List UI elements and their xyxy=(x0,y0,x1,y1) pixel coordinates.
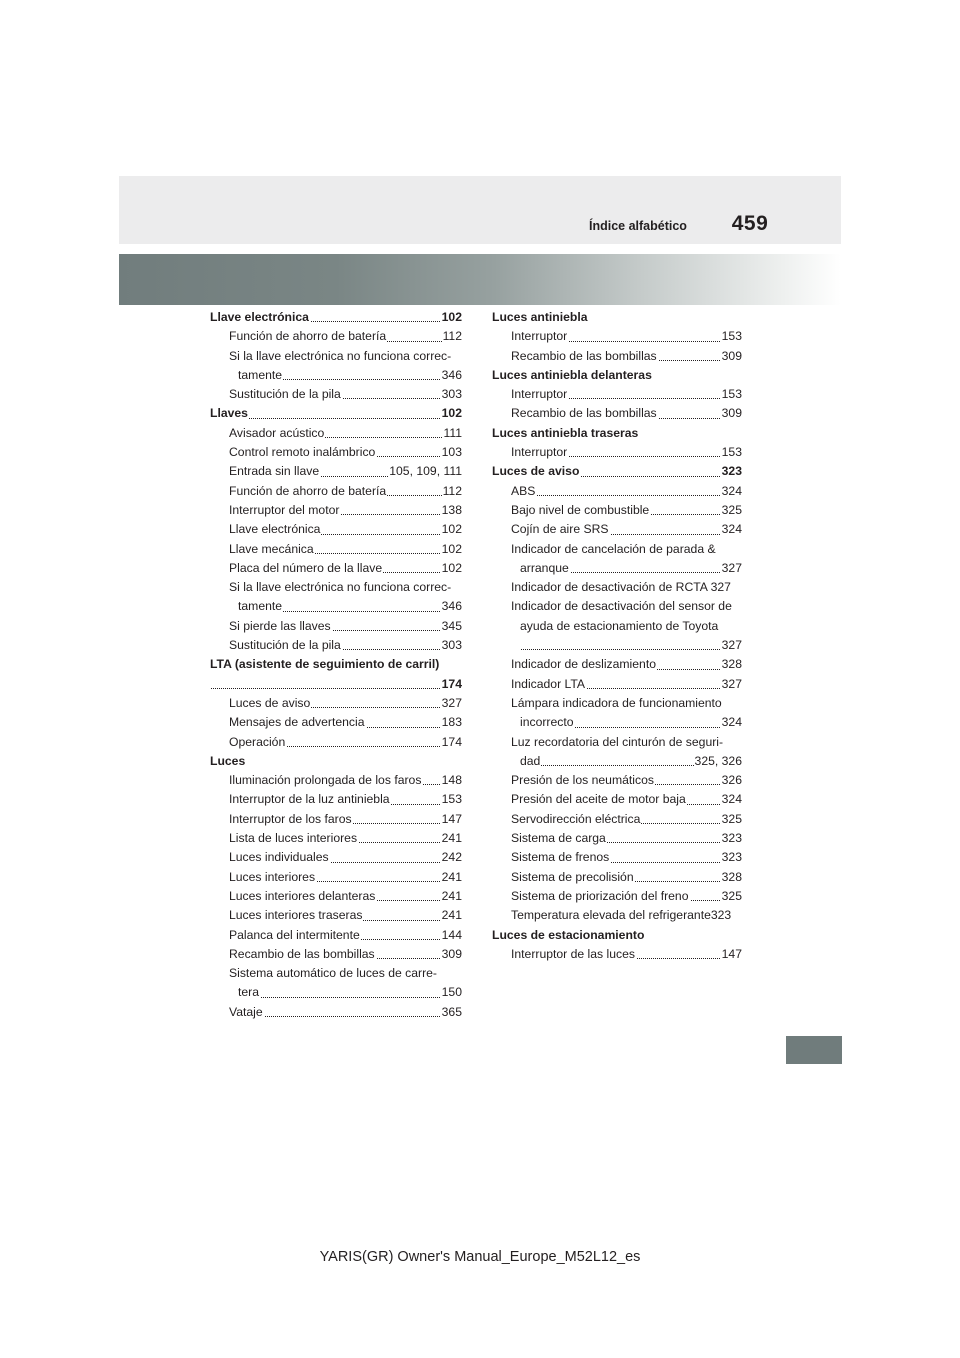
entry-page-number: 327 xyxy=(721,559,742,578)
entry-page-number: 153 xyxy=(721,327,742,346)
index-entry xyxy=(492,868,742,887)
entry-page-number: 328 xyxy=(721,868,742,887)
entry-label: Servodirección eléctrica xyxy=(511,811,641,826)
entry-label: Luces interiores delanteras xyxy=(229,888,376,903)
entry-page-number: 303 xyxy=(441,636,462,655)
entry-label: Llave mecánica xyxy=(229,541,314,556)
entry-label: Presión del aceite de motor baja xyxy=(511,792,686,807)
index-entry xyxy=(492,945,742,964)
index-entry xyxy=(210,559,462,578)
entry-label: Luz recordatoria del cinturón de seguri- xyxy=(511,734,724,749)
entry-label: Luces antiniebla traseras xyxy=(492,425,639,440)
entry-page-number: 327 xyxy=(721,675,742,694)
entry-label: ABS xyxy=(511,483,536,498)
index-entry xyxy=(210,327,462,346)
index-entry xyxy=(210,443,462,462)
entry-page-number: 325 xyxy=(721,887,742,906)
entry-label: Sustitución de la pila xyxy=(229,638,341,653)
entry-page-number: 102 xyxy=(441,308,462,327)
index-entry xyxy=(210,617,462,636)
section-side-tab xyxy=(786,1036,842,1064)
index-entry xyxy=(492,733,742,752)
entry-page-number: 345 xyxy=(441,617,462,636)
index-column-left xyxy=(210,308,462,1022)
index-heading xyxy=(210,308,462,327)
entry-page-number: 323 xyxy=(721,462,742,481)
index-heading xyxy=(210,752,462,771)
entry-label: ayuda de estacionamiento de Toyota xyxy=(520,618,719,633)
decorative-gradient-band xyxy=(119,254,841,305)
entry-label: Bajo nivel de combustible xyxy=(511,502,650,517)
entry-page-number: 153 xyxy=(721,385,742,404)
entry-label: Interruptor xyxy=(511,387,568,402)
entry-page-number: 324 xyxy=(721,520,742,539)
index-entry xyxy=(492,829,742,848)
entry-page-number: 103 xyxy=(441,443,462,462)
entry-label: arranque xyxy=(520,560,569,575)
index-entry xyxy=(210,906,462,925)
entry-label: Recambio de las bombillas xyxy=(229,946,375,961)
entry-label: Control remoto inalámbrico xyxy=(229,445,376,460)
index-entry xyxy=(492,443,742,462)
entry-label: Indicador de cancelación de parada & xyxy=(511,541,716,556)
index-entry xyxy=(492,347,742,366)
index-entry xyxy=(210,983,462,1002)
entry-label: Si la llave electrónica no funciona correc- xyxy=(229,348,452,363)
entry-label: Recambio de las bombillas xyxy=(511,406,657,421)
entry-page-number: 183 xyxy=(441,713,462,732)
index-entry xyxy=(492,597,742,616)
index-entry xyxy=(492,655,742,674)
index-entry xyxy=(492,713,742,732)
entry-label: Sistema automático de luces de carre- xyxy=(229,966,437,981)
index-entry xyxy=(492,327,742,346)
entry-page-number: 112 xyxy=(442,482,462,501)
entry-label: Recambio de las bombillas xyxy=(511,348,657,363)
entry-page-number: 241 xyxy=(441,906,462,925)
index-entry xyxy=(210,578,462,597)
index-entry xyxy=(210,462,462,481)
entry-label: Si pierde las llaves xyxy=(229,618,331,633)
index-entry xyxy=(210,771,462,790)
entry-label: Indicador de desactivación de RCTA 327 xyxy=(511,580,731,595)
entry-page-number: 327 xyxy=(721,636,742,655)
entry-label: Interruptor de la luz antiniebla xyxy=(229,792,390,807)
entry-label: Temperatura elevada del refrigerante323 xyxy=(511,908,732,923)
index-entry xyxy=(210,501,462,520)
index-entry xyxy=(492,848,742,867)
entry-page-number: 102 xyxy=(441,520,462,539)
entry-page-number: 241 xyxy=(441,829,462,848)
entry-label: tamente xyxy=(238,367,283,382)
index-heading xyxy=(492,424,742,443)
index-entry xyxy=(210,887,462,906)
entry-label: Luces de aviso xyxy=(229,695,311,710)
index-entry xyxy=(492,617,742,636)
entry-page-number: 324 xyxy=(721,482,742,501)
entry-label: Presión de los neumáticos xyxy=(511,773,654,788)
entry-page-number: 144 xyxy=(441,926,462,945)
entry-label: Llave electrónica xyxy=(229,522,321,537)
entry-label: Sistema de precolisión xyxy=(511,869,634,884)
entry-page-number: 309 xyxy=(721,347,742,366)
index-entry xyxy=(210,926,462,945)
entry-page-number: 323 xyxy=(721,829,742,848)
entry-page-number: 328 xyxy=(721,655,742,674)
entry-page-number: 147 xyxy=(441,810,462,829)
dot-leader xyxy=(511,495,742,496)
index-entry xyxy=(492,559,742,578)
entry-page-number: 365 xyxy=(441,1003,462,1022)
entry-label: Palanca del intermitente xyxy=(229,927,360,942)
entry-page-number: 153 xyxy=(721,443,742,462)
entry-label: dad xyxy=(520,753,541,768)
index-entry xyxy=(210,694,462,713)
index-entry xyxy=(492,385,742,404)
entry-label: Interruptor de los faros xyxy=(229,811,352,826)
entry-label xyxy=(210,677,211,691)
entry-page-number: 111 xyxy=(442,424,462,443)
entry-label: tamente xyxy=(238,599,283,614)
entry-label: Luces interiores xyxy=(229,869,316,884)
entry-label: Cojín de aire SRS xyxy=(511,522,609,537)
entry-page-number: 324 xyxy=(721,790,742,809)
entry-label: Indicador LTA xyxy=(511,676,586,691)
entry-page-number: 325 xyxy=(721,501,742,520)
entry-page-number: 327 xyxy=(441,694,462,713)
entry-label: Vataje xyxy=(229,1004,263,1019)
entry-label: incorrecto xyxy=(520,715,574,730)
entry-label: Función de ahorro de batería xyxy=(229,329,387,344)
entry-page-number: 346 xyxy=(441,366,462,385)
entry-label: Interruptor xyxy=(511,445,568,460)
entry-page-number: 153 xyxy=(441,790,462,809)
entry-label: Luces antiniebla xyxy=(492,310,588,324)
entry-label: LTA (asistente de seguimiento de carril) xyxy=(210,657,440,672)
index-entry xyxy=(210,520,462,539)
index-entry xyxy=(492,636,742,655)
entry-page-number: 309 xyxy=(441,945,462,964)
dot-leader xyxy=(238,997,462,998)
section-title: Índice alfabético xyxy=(589,219,687,233)
entry-page-number: 323 xyxy=(721,848,742,867)
index-entry xyxy=(210,540,462,559)
index-entry xyxy=(210,347,462,366)
index-entry xyxy=(210,848,462,867)
entry-label xyxy=(520,638,521,652)
index-entry xyxy=(210,424,462,443)
index-entry xyxy=(492,810,742,829)
entry-label: Operación xyxy=(229,734,286,749)
entry-page-number: 148 xyxy=(441,771,462,790)
entry-label: Iluminación prolongada de los faros xyxy=(229,773,422,788)
entry-label: Luces antiniebla delanteras xyxy=(492,367,652,382)
entry-page-number: 325, 326 xyxy=(694,752,742,771)
entry-label: Luces interiores traseras xyxy=(229,908,363,923)
footer-manual-id: YARIS(GR) Owner's Manual_Europe_M52L12_es xyxy=(319,1249,641,1265)
index-entry xyxy=(210,636,462,655)
entry-label: Llaves xyxy=(210,406,248,421)
entry-label: Sustitución de la pila xyxy=(229,387,341,402)
entry-page-number: 242 xyxy=(441,848,462,867)
entry-page-number: 138 xyxy=(441,501,462,520)
index-heading xyxy=(492,366,742,385)
index-entry xyxy=(210,597,462,616)
index-entry xyxy=(492,578,742,597)
entry-label: Lámpara indicadora de funcionamiento xyxy=(511,695,722,710)
entry-page-number: 102 xyxy=(441,559,462,578)
entry-label: Sistema de priorización del freno xyxy=(511,888,689,903)
entry-label: Función de ahorro de batería xyxy=(229,483,387,498)
index-entry xyxy=(492,404,742,423)
entry-page-number: 150 xyxy=(441,983,462,1002)
entry-label: Lista de luces interiores xyxy=(229,831,358,846)
index-entry xyxy=(210,482,462,501)
entry-page-number: 324 xyxy=(721,713,742,732)
dot-leader xyxy=(210,688,462,689)
index-entry xyxy=(492,771,742,790)
index-entry xyxy=(210,829,462,848)
index-heading xyxy=(492,926,742,945)
index-heading xyxy=(492,308,742,327)
entry-label: Indicador de desactivación del sensor de xyxy=(511,599,732,614)
entry-label: Sistema de frenos xyxy=(511,850,610,865)
entry-label: Indicador de deslizamiento xyxy=(511,657,656,672)
page-number: 459 xyxy=(731,212,769,235)
entry-page-number: 346 xyxy=(441,597,462,616)
index-entry xyxy=(492,694,742,713)
index-entry xyxy=(492,482,742,501)
entry-label: tera xyxy=(238,985,260,1000)
entry-label: Si la llave electrónica no funciona correc- xyxy=(229,580,452,595)
entry-page-number: 112 xyxy=(442,327,462,346)
entry-label: Luces xyxy=(210,753,246,768)
entry-label: Llave electrónica xyxy=(210,310,309,324)
index-entry xyxy=(210,385,462,404)
index-entry xyxy=(210,366,462,385)
entry-label: Sistema de carga xyxy=(511,831,606,846)
entry-label: Placa del número de la llave xyxy=(229,560,383,575)
entry-label: Luces individuales xyxy=(229,850,329,865)
index-column-right xyxy=(492,308,742,964)
entry-label: Luces de estacionamiento xyxy=(492,927,645,942)
entry-page-number: 325 xyxy=(721,810,742,829)
index-entry xyxy=(210,790,462,809)
index-entry xyxy=(210,1003,462,1022)
index-heading xyxy=(492,462,742,481)
index-entry xyxy=(210,713,462,732)
entry-label: Entrada sin llave xyxy=(229,464,320,479)
entry-label: Avisador acústico xyxy=(229,425,325,440)
entry-page-number: 309 xyxy=(721,404,742,423)
dot-leader xyxy=(520,649,742,650)
index-entry xyxy=(492,501,742,520)
index-entry xyxy=(210,733,462,752)
entry-page-number: 147 xyxy=(721,945,742,964)
entry-label: Interruptor de las luces xyxy=(511,946,635,961)
index-entry xyxy=(492,906,742,925)
index-entry xyxy=(492,520,742,539)
index-entry xyxy=(492,752,742,771)
entry-page-number: 303 xyxy=(441,385,462,404)
index-entry xyxy=(210,964,462,983)
index-heading xyxy=(210,404,462,423)
index-entry xyxy=(210,868,462,887)
index-entry xyxy=(210,945,462,964)
index-entry xyxy=(492,887,742,906)
index-entry xyxy=(492,790,742,809)
index-entry xyxy=(210,810,462,829)
index-entry xyxy=(492,540,742,559)
entry-page-number: 326 xyxy=(721,771,742,790)
entry-label: Interruptor xyxy=(511,329,568,344)
entry-label: Interruptor del motor xyxy=(229,502,340,517)
entry-page-number: 174 xyxy=(441,733,462,752)
entry-page-number: 241 xyxy=(441,868,462,887)
entry-label: Luces de aviso xyxy=(492,464,580,479)
entry-label: Mensajes de advertencia xyxy=(229,715,365,730)
entry-page-number: 102 xyxy=(441,540,462,559)
entry-page-number: 174 xyxy=(441,675,462,694)
index-entry xyxy=(210,675,462,694)
index-entry xyxy=(492,675,742,694)
entry-page-number: 105, 109, 111 xyxy=(388,462,462,481)
entry-page-number: 102 xyxy=(441,404,462,423)
index-heading xyxy=(210,655,462,674)
entry-page-number: 241 xyxy=(441,887,462,906)
